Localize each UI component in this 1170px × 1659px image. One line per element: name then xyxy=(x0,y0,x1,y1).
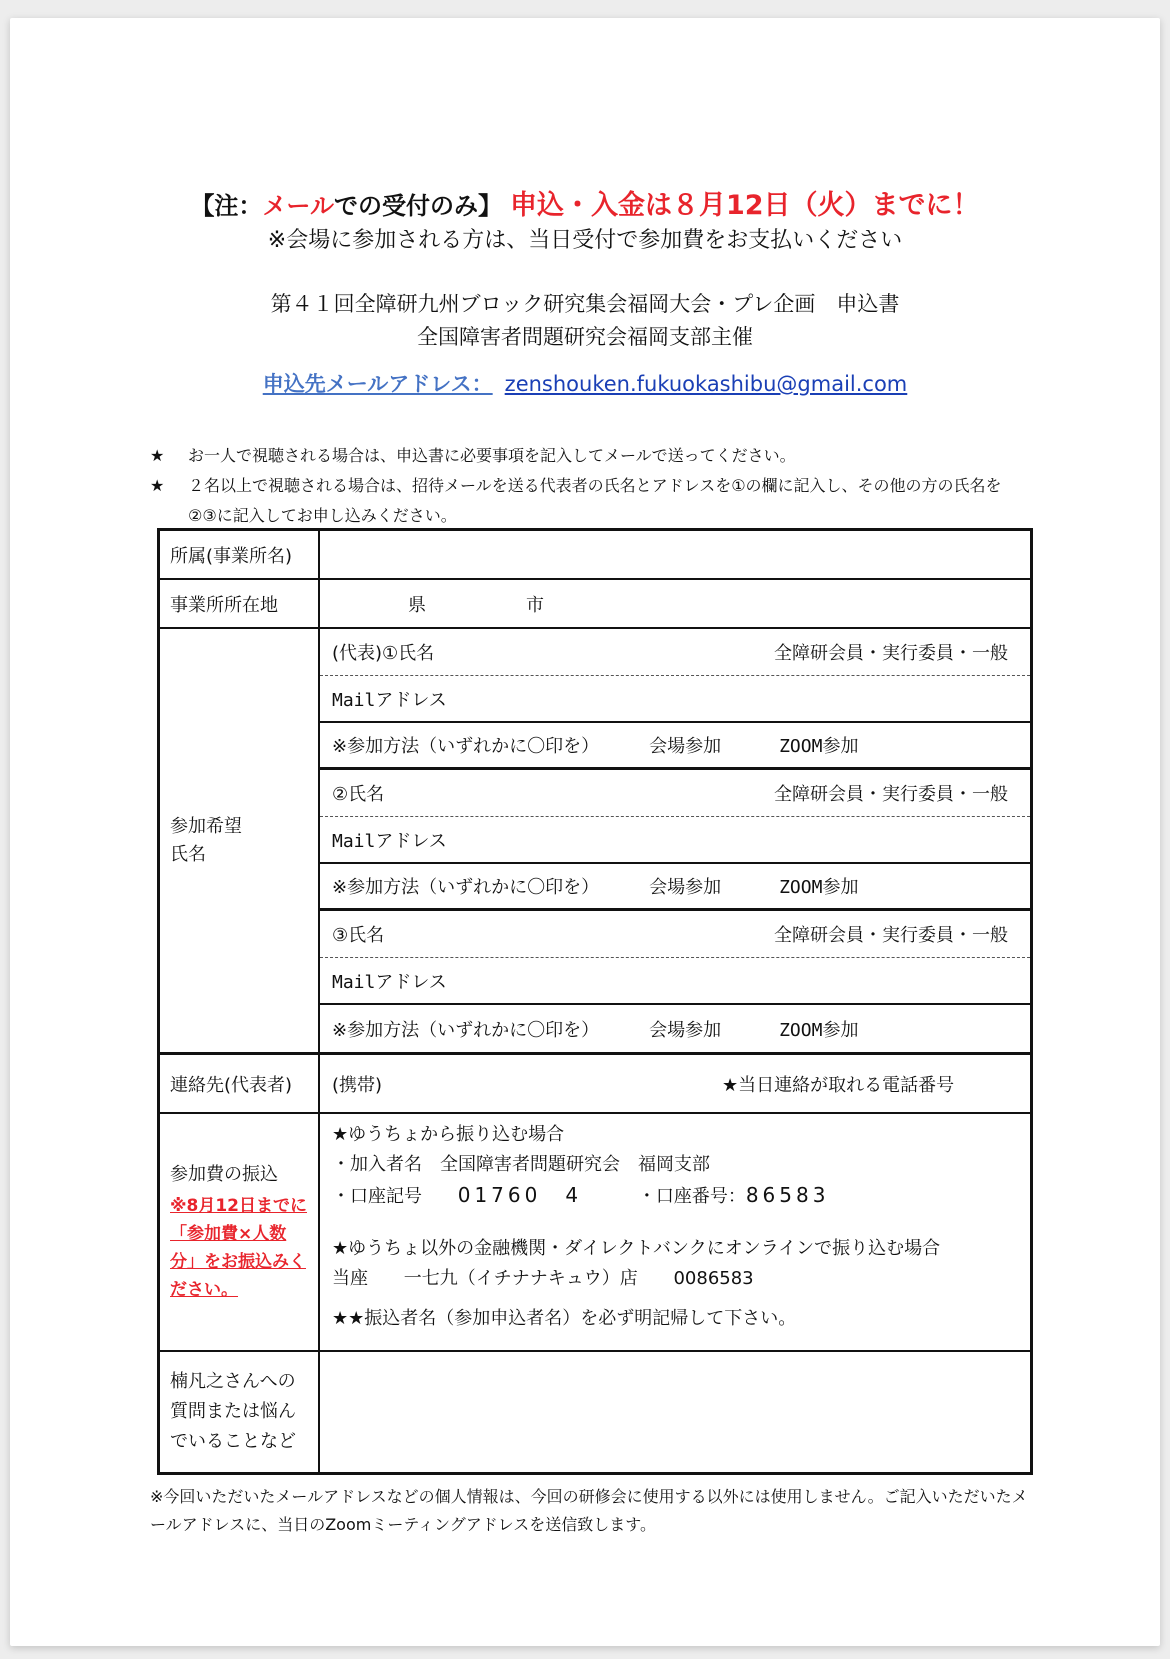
star-icon: ★ xyxy=(150,476,165,495)
fee-row xyxy=(160,1114,1030,1352)
participants-block xyxy=(320,629,1030,1052)
method-venue-option[interactable]: 会場参加 xyxy=(649,736,722,757)
submission-email-line xyxy=(10,368,1160,398)
method-zoom-option[interactable]: ZOOM参加 xyxy=(779,736,859,757)
email-label: 申込先メールアドレス： xyxy=(262,372,493,396)
instructions-list xyxy=(150,441,1030,531)
participant-name-field[interactable]: ③氏名 全障研会員・実行委員・一般 xyxy=(320,911,1030,958)
application-table xyxy=(157,528,1033,1475)
question-row xyxy=(160,1352,1030,1472)
contact-row xyxy=(160,1054,1030,1114)
location-field[interactable]: 県 市 xyxy=(408,594,544,616)
application-form-page xyxy=(10,18,1160,1646)
affiliation-row xyxy=(160,531,1030,580)
location-label: 事業所所在地 xyxy=(160,580,320,627)
participant-mail-field[interactable]: Mailアドレス xyxy=(320,817,1030,864)
location-row xyxy=(160,580,1030,629)
privacy-note: ※今回いただいたメールアドレスなどの個人情報は、今回の研修会に使用する以外には使用しません。ご記入いただいたメールアドレスに、当日のZoomミーティングアドレスを送信致します。 xyxy=(150,1487,1028,1534)
method-venue-option[interactable]: 会場参加 xyxy=(649,1019,722,1041)
question-field[interactable] xyxy=(320,1352,1030,1472)
method-zoom-option[interactable]: ZOOM参加 xyxy=(779,1019,859,1041)
participant-mail-field[interactable]: Mailアドレス xyxy=(320,958,1030,1005)
membership-options[interactable]: 全障研会員・実行委員・一般 xyxy=(774,925,1008,946)
contact-field[interactable]: (携帯) ★当日連絡が取れる電話番号 xyxy=(332,1074,955,1096)
participant-method-field: ※参加方法（いずれかに〇印を） 会場参加 ZOOM参加 xyxy=(320,723,1030,770)
participants-label: 参加希望 氏名 xyxy=(160,629,320,1052)
method-venue-option[interactable]: 会場参加 xyxy=(649,877,722,898)
participant-name-field[interactable]: ②氏名 全障研会員・実行委員・一般 xyxy=(320,770,1030,817)
participant-method-field: ※参加方法（いずれかに〇印を） 会場参加 ZOOM参加 xyxy=(320,864,1030,911)
instruction-item: ★ お一人で視聴される場合は、申込書に必要事項を記入してメールで送ってください。 xyxy=(150,441,1030,471)
form-title: 第４１回全障研九州ブロック研究集会福岡大会・プレ企画 申込書 xyxy=(270,292,900,316)
participants-row xyxy=(160,629,1030,1054)
deadline-notice: 【注：メールでの受付のみ】 申込・入金は８月12日（火）までに！ xyxy=(190,190,980,221)
fee-label-cell: 参加費の振込 ※8月12日までに「参加費×人数分」をお振込みください。 xyxy=(160,1114,320,1350)
fee-instructions: ★ゆうちょから振り込む場合 ・加入者名 全国障害者問題研究会 福岡支部 ・口座記号 01760 4 ・口座番号：86583 ★ゆうちょ以外の金融機関・ダイレクトバンクにオンラインで振り込む場合 当座 一七九（イチナナキュウ）店 0086583 ★★振込者名（参加申込者名）を必ず明記帰して下さい。 xyxy=(332,1124,941,1329)
membership-options[interactable]: 全障研会員・実行委員・一般 xyxy=(774,643,1008,664)
form-organizer: 全国障害者問題研究会福岡支部主催 xyxy=(417,325,753,349)
fee-deadline-warning: ※8月12日までに「参加費×人数分」をお振込みください。 xyxy=(170,1196,308,1300)
participant-method-field: ※参加方法（いずれかに〇印を） 会場参加 ZOOM参加 xyxy=(320,1005,1030,1052)
membership-options[interactable]: 全障研会員・実行委員・一般 xyxy=(774,784,1008,805)
onsite-payment-notice: ※会場に参加される方は、当日受付で参加費をお支払いください xyxy=(267,228,903,253)
affiliation-label: 所属(事業所名) xyxy=(160,531,320,578)
star-icon: ★ xyxy=(150,446,165,465)
participant-name-field[interactable]: (代表)①氏名 全障研会員・実行委員・一般 xyxy=(320,629,1030,676)
instruction-item: ★ ２名以上で視聴される場合は、招待メールを送る代表者の氏名とアドレスを①の欄に記入し、その他の方の氏名を②③に記入してお申し込みください。 xyxy=(150,471,1030,531)
question-label: 楠凡之さんへの質問または悩んでいることなど xyxy=(160,1352,320,1472)
participant-mail-field[interactable]: Mailアドレス xyxy=(320,676,1030,723)
email-link[interactable]: zenshouken.fukuokashibu@gmail.com xyxy=(504,372,908,396)
affiliation-field[interactable] xyxy=(320,531,1030,578)
method-zoom-option[interactable]: ZOOM参加 xyxy=(779,877,859,898)
contact-label: 連絡先(代表者) xyxy=(160,1055,320,1112)
